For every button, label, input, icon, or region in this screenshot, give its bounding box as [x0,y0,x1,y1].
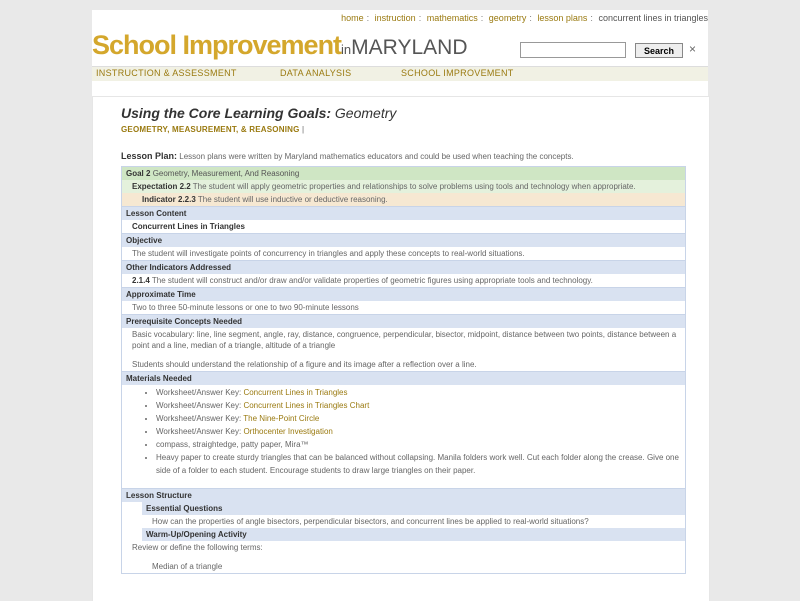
other-indicators-text: 2.1.4 The student will construct and/or draw and/or validate properties of geometric figures using appropriate tools and technology. [122,274,685,287]
materials-heading: Materials Needed [122,371,685,385]
subtitle-link[interactable]: GEOMETRY, MEASUREMENT, & REASONING [121,125,300,134]
logo-main-text: School Improvement [92,30,342,60]
breadcrumb-lesson-plans[interactable]: lesson plans [537,13,588,23]
breadcrumb-current: concurrent lines in triangles [598,13,708,23]
goal-row: Goal 2 Geometry, Measurement, And Reasoning [122,167,685,180]
breadcrumb-geometry[interactable]: geometry [488,13,527,23]
warmup-heading: Warm-Up/Opening Activity [142,528,685,541]
list-item: • compass, straightedge, patty paper, Mira™ [156,438,681,451]
close-icon[interactable]: × [689,42,697,56]
expectation-row: Expectation 2.2 The student will apply geometric properties and relationships to solve problems using tools and technology when appropriate. [122,180,685,193]
objective-heading: Objective [122,233,685,247]
content-panel [92,96,710,601]
breadcrumb: home : instruction : mathematics : geometry : lesson plans : concurrent lines in triangles [341,13,708,23]
other-indicators-heading: Other Indicators Addressed [122,260,685,274]
approx-time-heading: Approximate Time [122,287,685,301]
breadcrumb-home[interactable]: home [341,13,364,23]
nav-instruction-assessment[interactable]: INSTRUCTION & ASSESSMENT [96,68,237,78]
page [92,10,708,600]
list-item: • Worksheet/Answer Key: Concurrent Lines in Triangles Chart [156,399,681,412]
breadcrumb-mathematics[interactable]: mathematics [426,13,478,23]
logo-connector: in [341,42,352,57]
list-item: • Worksheet/Answer Key: Concurrent Lines in Triangles [156,386,681,399]
lesson-table [121,166,686,574]
list-item: • Heavy paper to create sturdy triangles that can be balanced without collapsing. Manila folders work well. Cut each folder along the crease. Give one side of a folder to each student. Encourage students to draw large triangles on their paper. [156,451,681,477]
logo-state: MARYLAND [351,36,468,59]
indicator-row: Indicator 2.2.3 The student will use inductive or deductive reasoning. [122,193,685,206]
search-button[interactable]: Search [635,43,683,58]
essential-questions-heading: Essential Questions [142,502,685,515]
breadcrumb-instruction[interactable]: instruction [374,13,416,23]
nav-school-improvement[interactable]: SCHOOL IMPROVEMENT [401,68,514,78]
prereq-heading: Prerequisite Concepts Needed [122,314,685,328]
materials-list [122,385,685,478]
warmup-text: Review or define the following terms: [122,541,685,554]
term-median: Median of a triangle [152,562,223,571]
lesson-content-value: Concurrent Lines in Triangles [122,220,685,233]
prereq-text-2: Students should understand the relationship of a figure and its image after a reflection over a line. [122,358,685,371]
main-nav [92,66,708,81]
structure-heading: Lesson Structure [122,488,685,502]
approx-time-text: Two to three 50-minute lessons or one to two 90-minute lessons [122,301,685,314]
page-subtitle: GEOMETRY, MEASUREMENT, & REASONING | [121,125,305,134]
nav-data-analysis[interactable]: DATA ANALYSIS [280,68,352,78]
worksheet-link[interactable]: Concurrent Lines in Triangles [243,388,348,397]
lesson-content-heading: Lesson Content [122,206,685,220]
worksheet-link[interactable]: The Nine-Point Circle [243,414,320,423]
list-item: • Worksheet/Answer Key: Orthocenter Investigation [156,425,681,438]
search-input[interactable] [520,42,626,58]
lesson-plan-intro: Lesson Plan: Lesson plans were written by Maryland mathematics educators and could be used when teaching the concepts. [121,151,574,161]
site-logo[interactable] [92,30,467,61]
essential-questions-text: How can the properties of angle bisectors, perpendicular bisectors, and concurrent lines be applied to real-world situations? [152,517,589,526]
list-item: • Worksheet/Answer Key: The Nine-Point Circle [156,412,681,425]
objective-text: The student will investigate points of concurrency in triangles and apply these concepts to real-world situations. [122,247,685,260]
worksheet-link[interactable]: Orthocenter Investigation [243,427,333,436]
page-title: Using the Core Learning Goals: Geometry [121,105,397,121]
prereq-text-1: Basic vocabulary: line, line segment, angle, ray, distance, congruence, perpendicular, bisector, midpoint, distance between two points, distance between a point and a line, median of a triangle, altitude of a triangle [122,328,685,352]
worksheet-link[interactable]: Concurrent Lines in Triangles Chart [243,401,370,410]
